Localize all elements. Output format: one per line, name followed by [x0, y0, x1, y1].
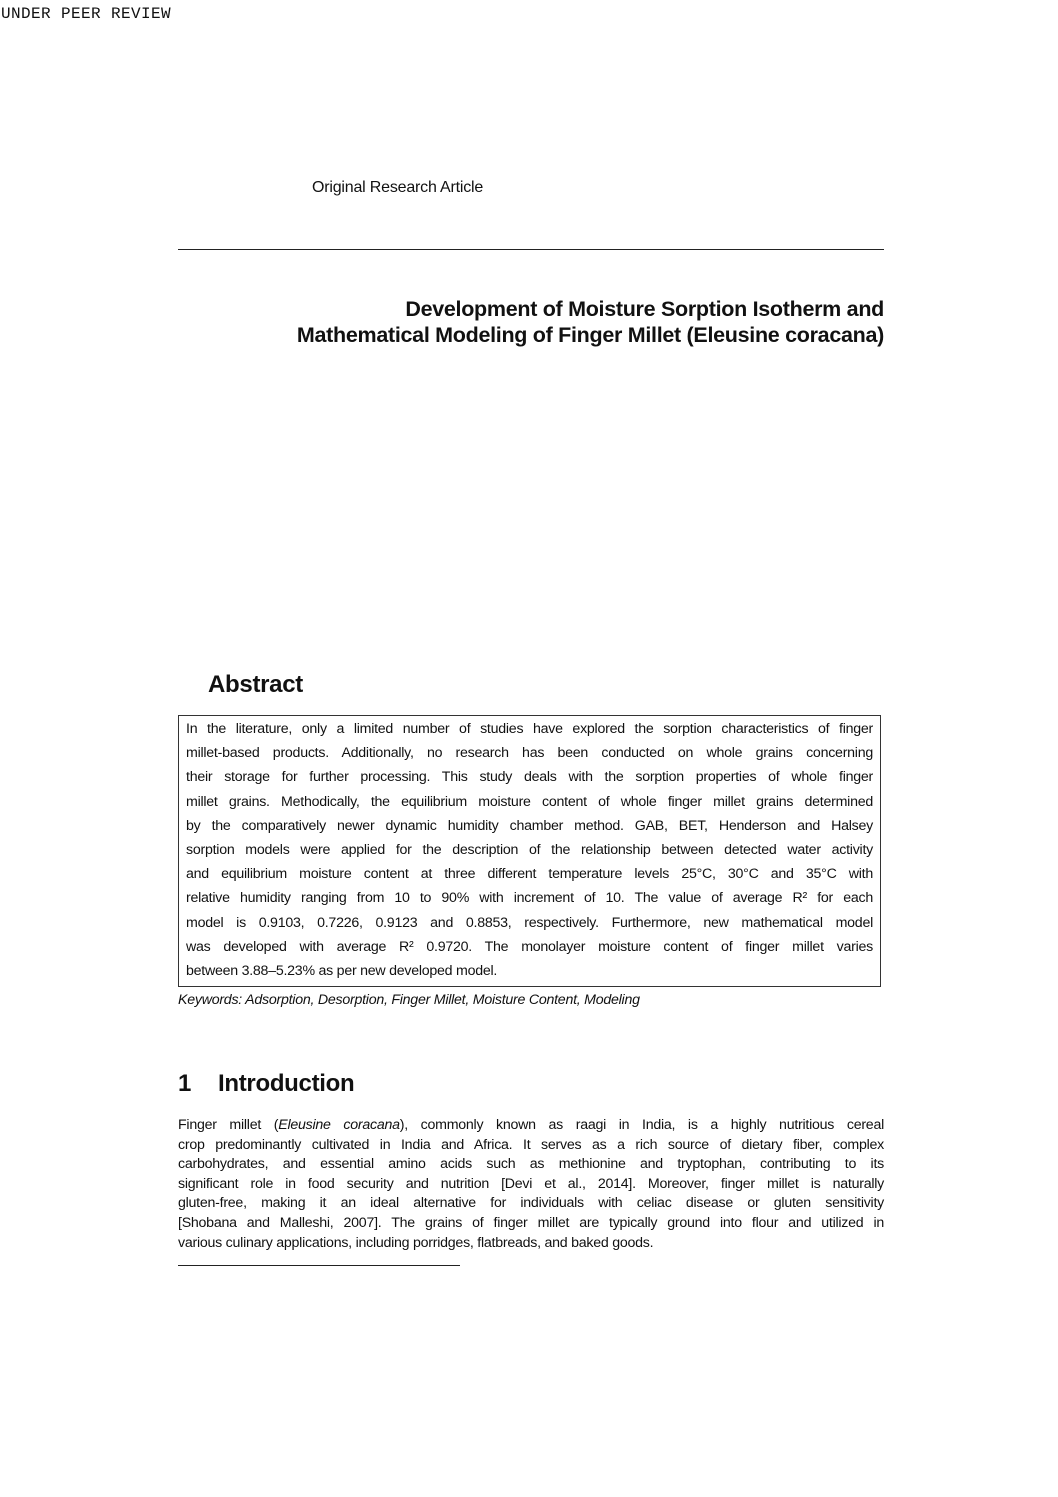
footnote-divider	[178, 1265, 460, 1266]
species-name: Eleusine coracana	[278, 1117, 400, 1133]
paper-title	[178, 296, 884, 348]
intro-line	[178, 1116, 884, 1136]
intro-text: Finger millet (	[178, 1117, 279, 1133]
abstract-heading: Abstract	[208, 671, 303, 698]
abstract-line: sorption models were applied for the description of the relationship between detected water activity	[186, 842, 873, 859]
abstract-line: their storage for further processing. This study deals with the sorption properties of whole finger	[186, 769, 873, 786]
title-line: Development of Moisture Sorption Isotherm and	[405, 297, 884, 321]
abstract-line: between 3.88–5.23% as per new developed model.	[186, 963, 498, 980]
abstract-line: millet-based products. Additionally, no research has been conducted on whole grains concerning	[186, 745, 873, 762]
title-line: Mathematical Modeling of Finger Millet (Eleusine coracana)	[296, 323, 884, 347]
intro-line: various culinary applications, including porridges, flatbreads, and baked goods.	[178, 1234, 654, 1251]
abstract-line: relative humidity ranging from 10 to 90% with increment of 10. The value of average R² for each	[186, 890, 873, 907]
intro-line: [Shobana and Malleshi, 2007]. The grains of finger millet are typically ground into flour and utilized in	[178, 1214, 884, 1231]
section-number: 1	[178, 1070, 192, 1097]
intro-line: carbohydrates, and essential amino acids such as methionine and tryptophan, contributing to its	[178, 1156, 884, 1173]
abstract-line: was developed with average R² 0.9720. The monolayer moisture content of finger millet varies	[186, 938, 873, 955]
introduction-paragraph	[178, 1116, 884, 1253]
intro-line: crop predominantly cultivated in India and Africa. It serves as a rich source of dietary fiber, complex	[178, 1136, 884, 1153]
peer-review-stamp: UNDER PEER REVIEW	[1, 5, 172, 23]
header-divider	[178, 249, 884, 250]
abstract-box	[178, 715, 881, 987]
abstract-line: millet grains. Methodically, the equilibrium moisture content of whole finger millet grains determined	[186, 793, 873, 810]
intro-line: significant role in food security and nutrition [Devi et al., 2014]. Moreover, finger millet is naturally	[178, 1175, 884, 1192]
intro-line: gluten-free, making it an ideal alternative for individuals with celiac disease or gluten sensitivity	[178, 1195, 884, 1212]
keywords: Keywords: Adsorption, Desorption, Finger Millet, Moisture Content, Modeling	[178, 992, 640, 1008]
abstract-line: In the literature, only a limited number of studies have explored the sorption characteristics of finger	[186, 721, 873, 737]
article-type: Original Research Article	[312, 179, 484, 196]
intro-text: ), commonly known as raagi in India, is a highly nutritious cereal	[399, 1117, 884, 1133]
section-title: Introduction	[218, 1070, 355, 1097]
abstract-line: by the comparatively newer dynamic humidity chamber method. GAB, BET, Henderson and Halsey	[186, 817, 873, 834]
abstract-line: and equilibrium moisture content at three different temperature levels 25°C, 30°C and 35°C with	[186, 866, 873, 883]
abstract-line: model is 0.9103, 0.7226, 0.9123 and 0.8853, respectively. Furthermore, new mathematical model	[186, 914, 873, 931]
section-heading-introduction	[178, 1070, 354, 1098]
